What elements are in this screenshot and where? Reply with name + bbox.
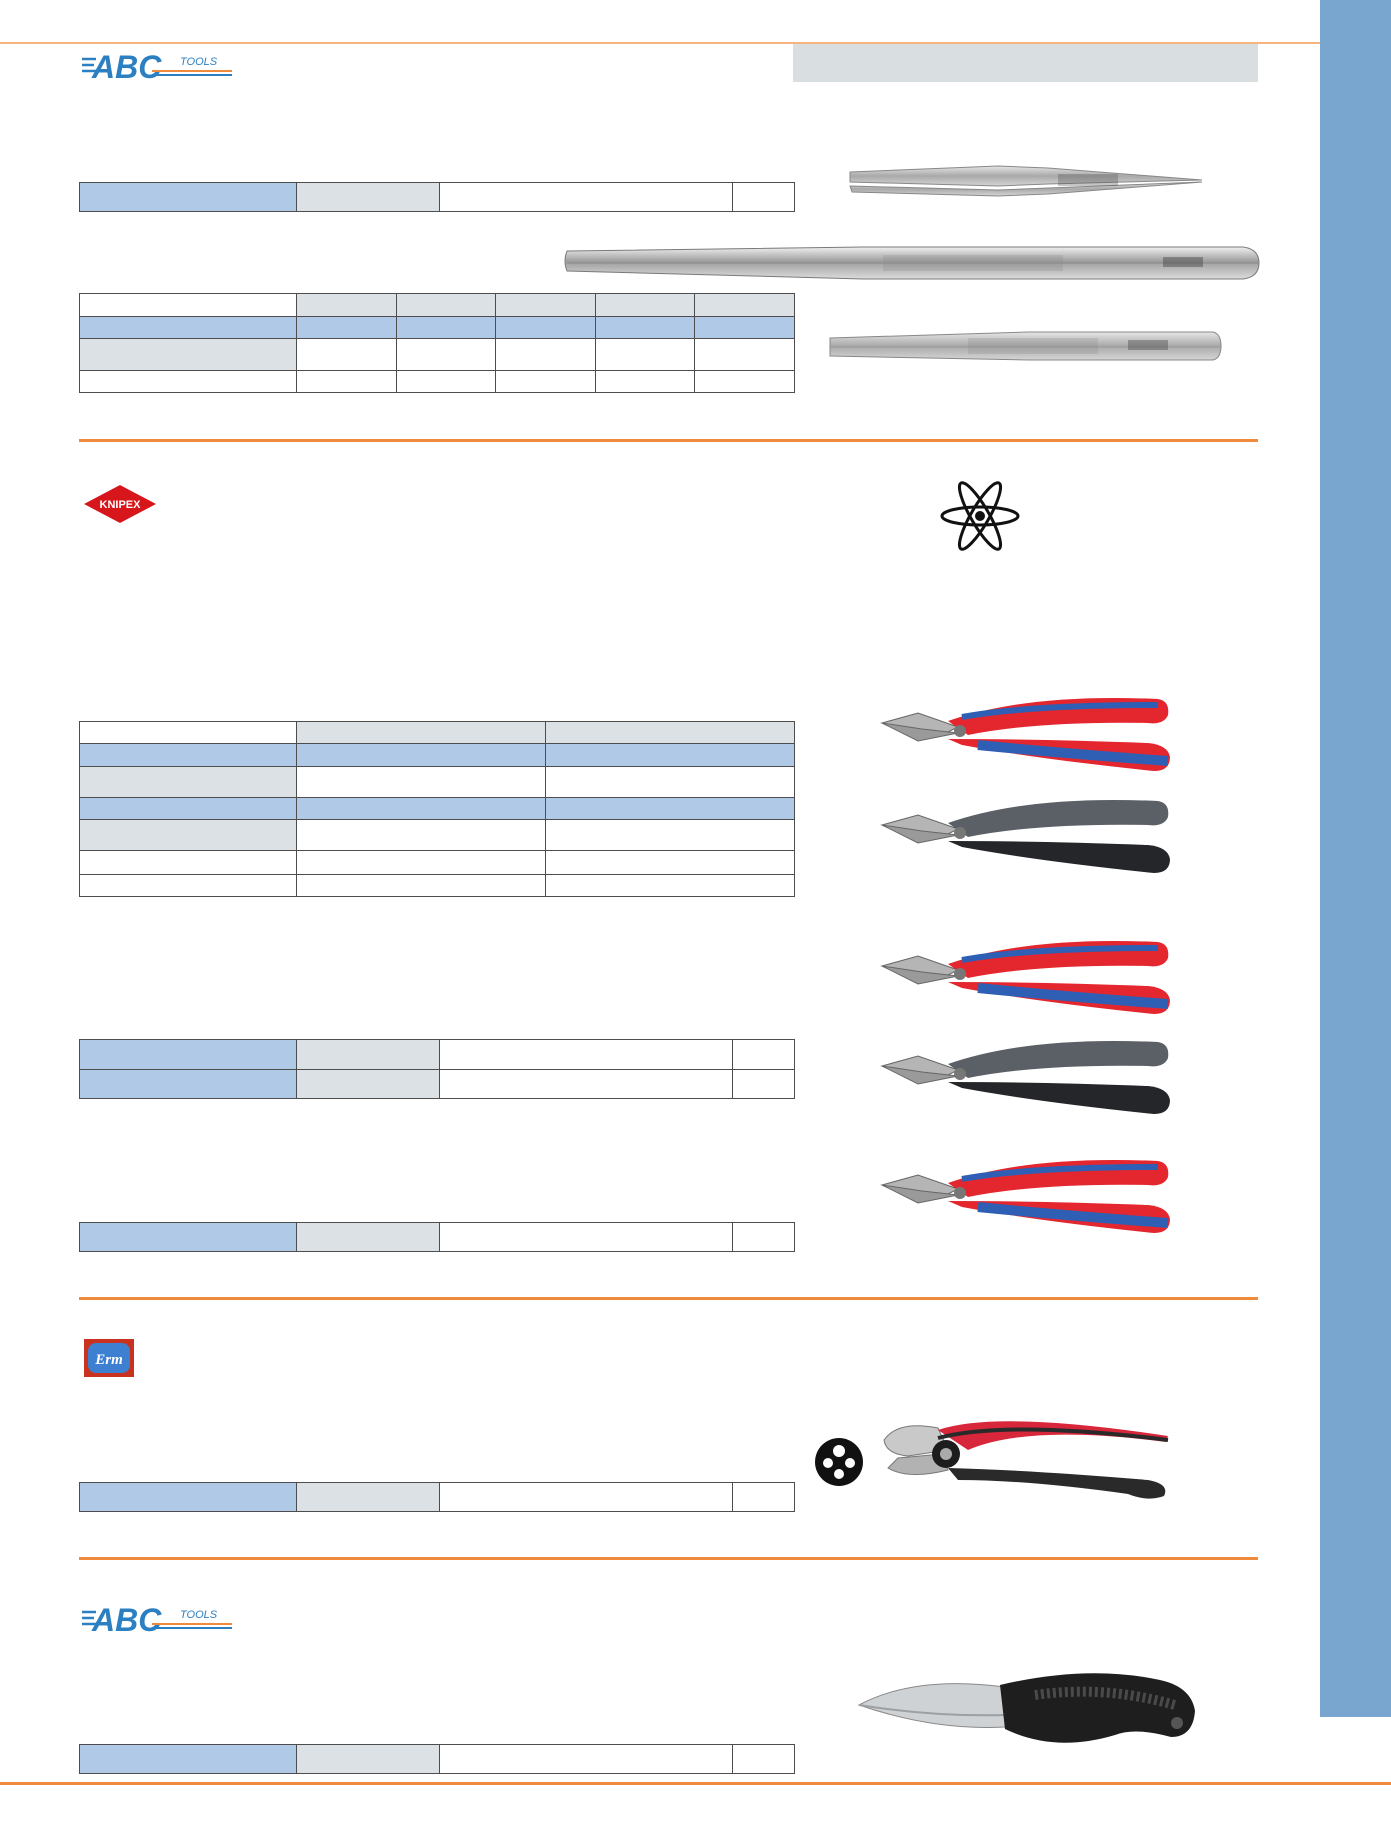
- table-cell: [80, 370, 297, 392]
- abc-tools-logo: [80, 1598, 240, 1640]
- table-cell: [695, 339, 795, 370]
- table-cell: [80, 797, 297, 819]
- table-cell: [397, 370, 496, 392]
- table-cell: [80, 183, 297, 212]
- table-cell: [297, 820, 546, 851]
- folding-knife-black: [855, 1665, 1197, 1760]
- table-cell: [733, 1040, 795, 1070]
- table-cell: [80, 1040, 297, 1070]
- table-cell: [297, 744, 546, 766]
- table-cell: [80, 339, 297, 370]
- table-cell: [546, 744, 795, 766]
- table-cell: [496, 339, 596, 370]
- table-cell: [546, 820, 795, 851]
- table-cell: [297, 1483, 440, 1512]
- cable-cutter-red-black: [878, 1410, 1178, 1510]
- table-cell: [496, 317, 596, 339]
- section-tab-sidebar: [1320, 0, 1391, 1717]
- section-separator: [79, 1557, 1258, 1560]
- spec-table: [79, 721, 795, 897]
- tweezers-medium-serrated: [828, 328, 1223, 368]
- erm-logo: [84, 1339, 134, 1377]
- table-cell: [546, 766, 795, 797]
- table-cell: [297, 317, 397, 339]
- table-cell: [297, 183, 440, 212]
- electronic-cutter-red-blue-2: [878, 936, 1173, 1018]
- table-cell: [297, 722, 546, 744]
- bottom-rule: [0, 1782, 1391, 1785]
- abc-tools-logo: [80, 45, 240, 87]
- table-cell: [397, 294, 496, 317]
- table-cell: [695, 370, 795, 392]
- table-cell: [546, 797, 795, 819]
- table-cell: [546, 874, 795, 896]
- table-cell: [596, 370, 695, 392]
- table-cell: [297, 851, 546, 874]
- table-cell: [297, 766, 546, 797]
- table-cell: [297, 339, 397, 370]
- atom-icon: [939, 481, 1021, 551]
- table-cell: [80, 874, 297, 896]
- table-cell: [297, 294, 397, 317]
- table-cell: [297, 1040, 440, 1070]
- svg-text:Erm: Erm: [95, 1352, 123, 1368]
- table-cell: [546, 722, 795, 744]
- electronic-cutter-grey-black: [878, 795, 1173, 877]
- spec-table: [79, 1482, 795, 1512]
- table-cell: [80, 744, 297, 766]
- spec-table: [79, 293, 795, 393]
- table-cell: [733, 183, 795, 212]
- table-cell: [440, 1069, 733, 1099]
- tweezers-short-pointed: [848, 160, 1203, 200]
- table-cell: [440, 183, 733, 212]
- svg-text:ABC: ABC: [92, 1602, 162, 1638]
- cable-holes-icon: [814, 1437, 864, 1487]
- table-cell: [80, 820, 297, 851]
- table-cell: [596, 339, 695, 370]
- table-cell: [297, 1069, 440, 1099]
- table-cell: [733, 1223, 795, 1252]
- spec-table: [79, 1039, 795, 1099]
- table-cell: [80, 1069, 297, 1099]
- table-cell: [695, 317, 795, 339]
- spec-table: [79, 1222, 795, 1252]
- knipex-logo: [80, 483, 160, 525]
- table-cell: [496, 370, 596, 392]
- svg-text:TOOLS: TOOLS: [180, 56, 218, 68]
- table-cell: [297, 1745, 440, 1774]
- spec-table: [79, 1744, 795, 1774]
- table-cell: [297, 797, 546, 819]
- electronic-cutter-red-blue-3: [878, 1155, 1173, 1237]
- table-cell: [546, 851, 795, 874]
- header-title-box: [793, 44, 1258, 82]
- table-cell: [297, 370, 397, 392]
- svg-text:ABC: ABC: [92, 49, 162, 85]
- table-cell: [695, 294, 795, 317]
- table-cell: [80, 1223, 297, 1252]
- table-cell: [733, 1483, 795, 1512]
- table-cell: [80, 766, 297, 797]
- table-cell: [397, 317, 496, 339]
- electronic-cutter-grey-black-2: [878, 1036, 1173, 1118]
- table-cell: [440, 1483, 733, 1512]
- table-cell: [80, 294, 297, 317]
- svg-text:TOOLS: TOOLS: [180, 1609, 218, 1621]
- table-cell: [297, 874, 546, 896]
- table-cell: [80, 1483, 297, 1512]
- table-cell: [733, 1745, 795, 1774]
- table-cell: [440, 1223, 733, 1252]
- section-separator: [79, 1297, 1258, 1300]
- svg-text:KNIPEX: KNIPEX: [99, 499, 141, 511]
- table-cell: [733, 1069, 795, 1099]
- table-cell: [496, 294, 596, 317]
- table-cell: [596, 294, 695, 317]
- table-cell: [596, 317, 695, 339]
- table-cell: [80, 851, 297, 874]
- table-cell: [440, 1040, 733, 1070]
- spec-table: [79, 182, 795, 212]
- section-separator: [79, 439, 1258, 442]
- table-cell: [80, 317, 297, 339]
- electronic-cutter-red-blue: [878, 693, 1173, 775]
- table-cell: [440, 1745, 733, 1774]
- table-cell: [80, 722, 297, 744]
- table-cell: [80, 1745, 297, 1774]
- tweezers-long-serrated: [563, 241, 1261, 285]
- table-cell: [397, 339, 496, 370]
- table-cell: [297, 1223, 440, 1252]
